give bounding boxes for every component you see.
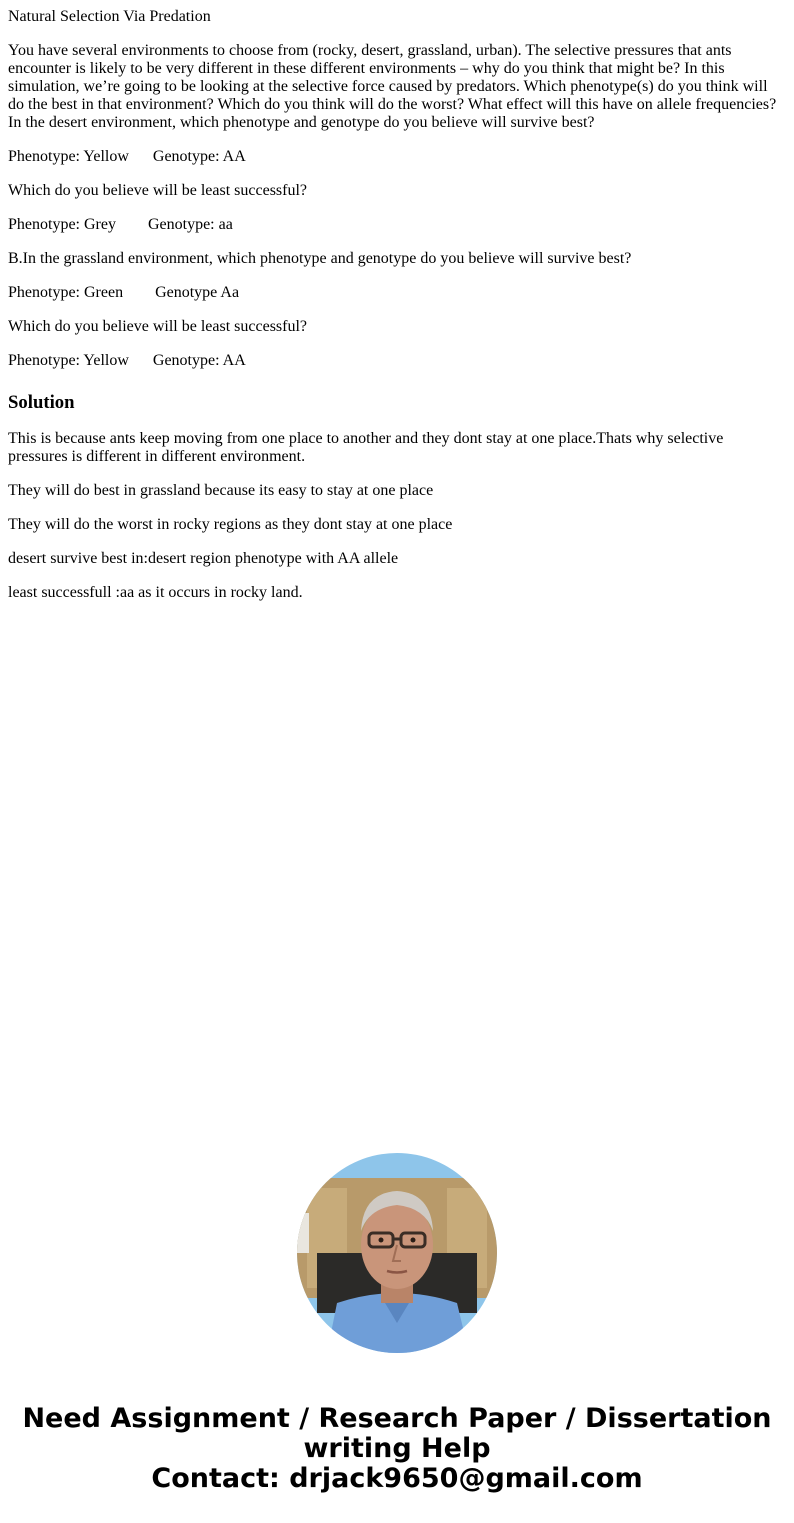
question-intro: You have several environments to choose from (rocky, desert, grassland, urban). The selective pressures that ants encounter is likely to be very different in these different environments – why do you think that might be? In this simulation, we’re going to be looking at the selective force caused by predators. Which phenotype(s) do you think will do the best in that environment? Which do you think will do the worst? What effect will this have on allele frequencies? In the desert environment, which phenotype and genotype do you believe will survive best? — [8, 42, 781, 131]
solution-heading: Solution — [8, 392, 75, 413]
question-grassland-least: Which do you believe will be least successful? — [8, 318, 308, 335]
answer-grassland-best: Phenotype: Green Genotype Aa — [8, 284, 240, 301]
footer-line-1: Need Assignment / Research Paper / Dissertation — [22, 1403, 772, 1434]
solution-paragraph: They will do best in grassland because its easy to stay at one place — [8, 482, 434, 499]
solution-paragraph: desert survive best in:desert region phenotype with AA allele — [8, 550, 399, 567]
answer-desert-best: Phenotype: Yellow Genotype: AA — [8, 148, 246, 165]
contact-footer — [0, 1404, 794, 1494]
solution-paragraph: least successfull :aa as it occurs in rocky land. — [8, 584, 303, 601]
avatar-portrait-image — [297, 1153, 497, 1353]
question-desert-least: Which do you believe will be least successful? — [8, 182, 308, 199]
answer-desert-least: Phenotype: Grey Genotype: aa — [8, 216, 233, 233]
solution-paragraph: They will do the worst in rocky regions as they dont stay at one place — [8, 516, 453, 533]
avatar — [297, 1153, 497, 1353]
document-content — [8, 8, 786, 618]
solution-paragraph: This is because ants keep moving from one place to another and they dont stay at one place.Thats why selective pressures is different in different environment. — [8, 430, 728, 465]
document-title: Natural Selection Via Predation — [8, 8, 211, 25]
footer-line-2: writing Help — [303, 1433, 491, 1464]
answer-grassland-least: Phenotype: Yellow Genotype: AA — [8, 352, 246, 369]
footer-line-3: Contact: drjack9650@gmail.com — [151, 1463, 643, 1494]
question-grassland-best: B.In the grassland environment, which phenotype and genotype do you believe will survive best? — [8, 250, 632, 267]
